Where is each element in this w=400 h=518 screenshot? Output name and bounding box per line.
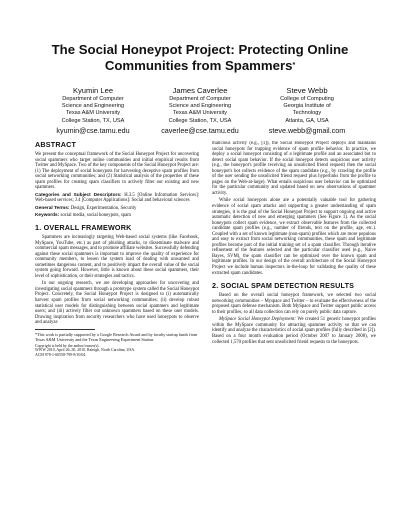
author-institution: Texas A&M University <box>172 110 228 117</box>
author-2 <box>147 86 253 135</box>
author-dept-2: Science and Engineering <box>61 103 125 110</box>
right-paragraph-2: While social honeypots alone are a potentially valuable tool for gathering evidence of social spam attacks and supporting a greater understanding of spam strategies, it is the goal of the Social Honeypot Project to support ongoing and active automatic detection of new and emerging spammers (See Figure 1). As the social honeypots collect spam evidence, we extract observable features from the collected candidate spam profiles (e.g., number of friends, text on the profile, age, etc.). Coupled with a set of known legitimate (non-spam) profiles which are more populous and easy to extract from social networking communities, these spam and legitimate profiles become part of the initial training set of a spam classifier. Through iterative refinement of the features selected and the particular classifier used (e.g., Naive Bayes, SVM), the spam classifier can be optimized over the known spam and legitimate profiles. In our design of the overall architecture of the Social Honeypot Project we include human inspectors in-the-loop for validating the quality of these extracted spam candidates. <box>212 198 376 276</box>
general-terms-paragraph <box>35 206 199 212</box>
author-institution: Technology <box>292 110 322 117</box>
author-location: Atlanta, GA, USA <box>285 117 329 124</box>
author-email: steve.webb@gmail.com <box>268 125 346 135</box>
author-name: James Caverlee <box>172 86 228 95</box>
right-column <box>212 141 376 513</box>
general-terms-label: General Terms: <box>35 205 70 211</box>
abstract-heading: ABSTRACT <box>35 140 77 149</box>
keywords-label: Keywords: <box>35 213 60 219</box>
section-2-paragraph-2 <box>212 317 376 345</box>
author-name: Steve Webb <box>286 86 328 95</box>
keywords-text: social media, social honeypots, spam <box>60 213 131 219</box>
general-terms-text: Design, Experimentation, Security <box>70 205 137 211</box>
author-dept: College of Computing <box>280 96 334 102</box>
copyright-line-1: Copyright is held by the author/owner(s). <box>35 343 100 348</box>
author-name: Kyumin Lee <box>72 86 114 95</box>
author-email: kyumin@cse.tamu.edu <box>56 125 130 135</box>
footnote-divider <box>35 329 95 330</box>
myspace-deployment-text: We created 51 generic honeypot profiles within the MySpace community for attracting spammer activity so that we can identify and analyze the characteristics of social spam profiles (fully described in [2]). Based on a four month evaluation period (October 2007 to January 2008), we collected 1,570 profiles that sent unsolicited friend requests to the honeypots. <box>212 317 376 345</box>
keywords-paragraph <box>35 213 199 219</box>
section-1-paragraph-2: In our ongoing research, we are developing approaches for uncovering and investigating social spammers through a prototype system called the Social Honeypot Project. Concretely, the Social Honeypot Project is designed to (i) automatically harvest spam profiles from social networking communities; (ii) develop robust statistical user models for distinguishing between social spammers and legitimate users; and (iii) actively filter out unknown spammers based on these user models. Drawing inspiration from security researchers who have used honeypots to observe and analyze <box>35 281 199 326</box>
abstract-text: We present the conceptual framework of the Social Honeypot Project for uncovering social spammers who target online communities and initial empirical results from Twitter and MySpace. Two of the key components of the Social Honeypot Project are: (1) The deployment of social honeypots for harvesting deceptive spam profiles from social networking communities; and (2) Statistical analysis of the properties of these spam profiles for creating spam classifiers to actively filter out existing and new spammers. <box>35 152 199 191</box>
author-dept-2: Science and Engineering <box>168 103 232 110</box>
paper-title <box>30 42 370 73</box>
left-column <box>35 140 199 512</box>
author-dept: Department of Computer <box>62 96 124 102</box>
section-1-heading: 1. OVERALL FRAMEWORK <box>35 223 132 233</box>
myspace-deployment-label: MySpace Social Honeypot Deployment: <box>219 317 296 323</box>
author-1 <box>40 86 146 135</box>
title-line-1: The Social Honeypot Project: Protecting Online <box>51 42 349 57</box>
copyright-line-3: ACM 978-1-60558-799-8/10/04. <box>35 352 87 357</box>
right-paragraph-1: malicious activity (e.g., [1]), the Social Honeypot Project deploys and maintains social honeypots for trapping evidence of spam profile behavior. In practice, we deploy a social honeypot consisting of a legitimate profile and an associated bot to detect social spam behavior. If the social honeypot detects suspicious user activity (e.g., the honeypot's profile receiving an unsolicited friend request) then the social honeypot's bot collects evidence of the spam candidate (e.g., by crawling the profile of the user sending the unsolicited friend request plus hyperlinks from the profile to pages on the Web-at-large). What entails suspicious user behavior can be optimized for the particular community and updated based on new observations of spammer activity. <box>212 141 376 196</box>
section-1-paragraph-1: Spammers are increasingly targeting Web-based social systems (like Facebook, MySpace, YouTube, etc.) as part of phishing attacks, to disseminate malware and commercial spam messages, and to promote affiliate websites. Successfully defending against these social spammers is important to improve the quality of experience for community members, to lessen the system load of dealing with unwanted and sometimes dangerous content, and to positively impact the overall value of the social system going forward. However, little is known about these social spammers, their level of sophistication, or their strategies and tactics. <box>35 235 199 279</box>
title-footnote-mark: * <box>292 61 296 69</box>
author-email: caverlee@cse.tamu.edu <box>161 125 239 135</box>
footnote: *This work is partially supported by a Google Research Award and by faculty startup funds from Texas A&M University and the Texas Engineering Experiment Station. <box>35 331 198 342</box>
categories-paragraph <box>35 193 199 204</box>
author-3 <box>254 86 360 135</box>
title-line-2: Communities from Spammers <box>104 57 293 73</box>
author-location: College Station, TX, USA <box>168 117 232 124</box>
author-dept: Department of Computer <box>169 96 231 102</box>
section-2-heading: 2. SOCIAL SPAM DETECTION RESULTS <box>212 281 355 291</box>
section-2-paragraph-1: Based on the overall social honeypot framework, we selected two social networking communities – Myspace and Twitter – to evaluate the effectiveness of the proposed spam defense mechanism. Both MySpace and Twitter support public access to their profiles, so all data collection can rely on purely public data capture. <box>212 293 376 315</box>
copyright-line-2: WWW 2010, April 26–30, 2010, Raleigh, North Carolina, USA. <box>35 348 136 353</box>
author-location: College Station, TX, USA <box>61 117 125 124</box>
author-dept-2: Georgia Institute of <box>283 103 331 110</box>
author-institution: Texas A&M University <box>65 110 121 117</box>
categories-label: Categories and Subject Descriptors: <box>35 192 122 198</box>
categories-text: H.3.5 [Online Information Services]: Web-based services; J.4 [Computer Applications]: Social and behavioral sciences <box>35 192 199 204</box>
author-block <box>40 86 360 135</box>
